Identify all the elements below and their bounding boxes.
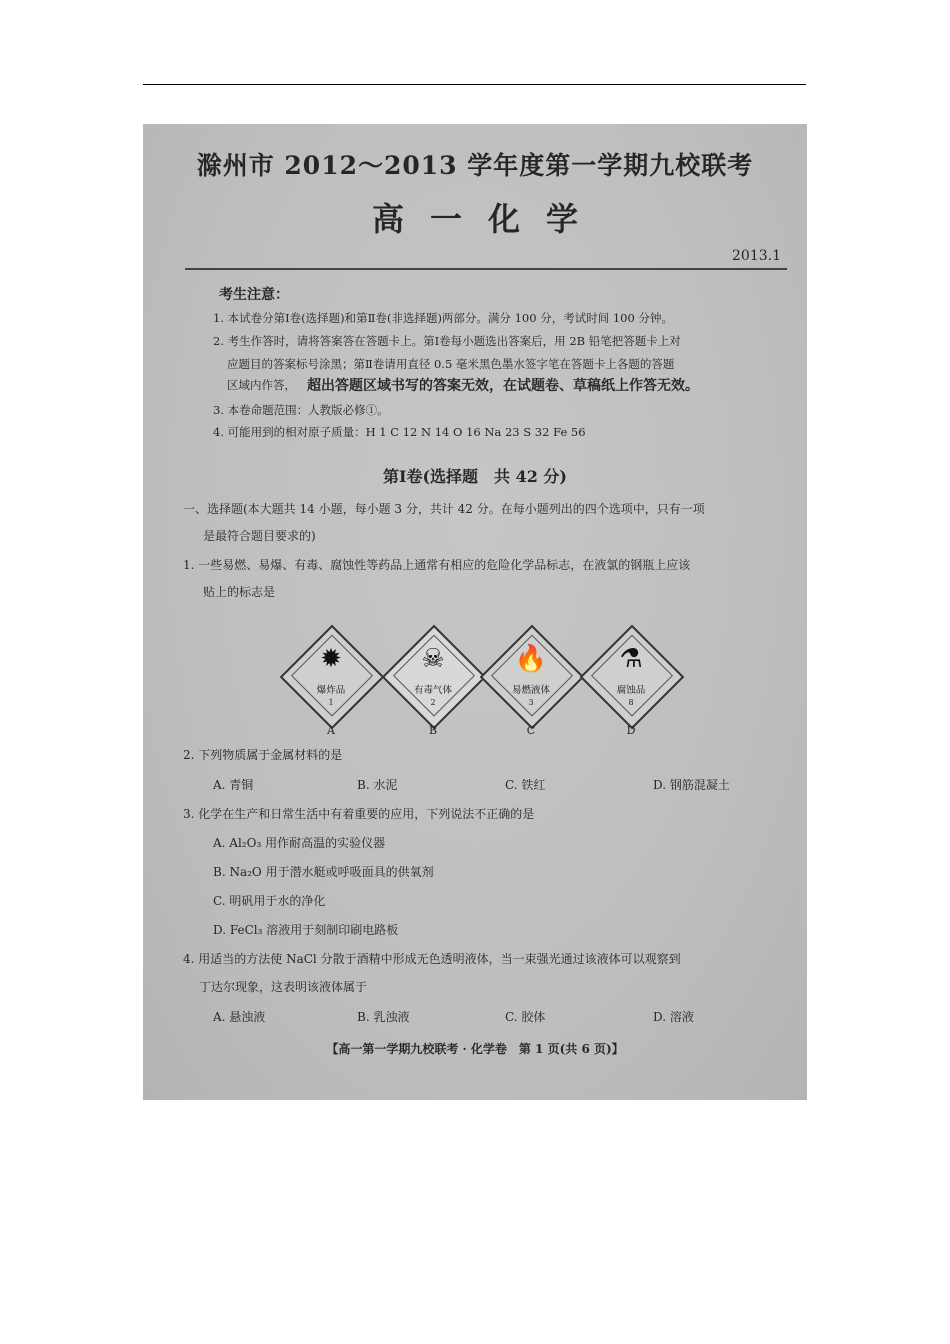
header-divider: [185, 268, 787, 270]
exam-photo: [143, 124, 807, 1100]
hazard-sign-corrosive: [579, 624, 683, 728]
hazard-sign-label: 易燃液体: [511, 685, 550, 696]
option-letter-a: A: [327, 724, 335, 737]
q2-stem: 2. 下列物质属于金属材料的是: [183, 748, 343, 762]
hazard-sign-flammable-liquid: [479, 624, 583, 728]
q3-option-c: C. 明矾用于水的净化: [213, 894, 326, 908]
exam-date: 2013.1: [732, 248, 781, 264]
q4-option-b: B. 乳浊液: [357, 1010, 410, 1024]
q2-option-a: A. 青铜: [213, 778, 254, 792]
page-footer: 【高一第一学期九校联考 · 化学卷 第 1 页(共 6 页)】: [326, 1042, 624, 1056]
q3-option-b: B. Na₂O 用于潜水艇或呼吸面具的供氧剂: [213, 865, 434, 879]
corrosive-icon: ⚗: [619, 644, 643, 674]
skull-icon: ☠: [421, 644, 445, 674]
option-letter-c: C: [526, 724, 536, 737]
q4-stem-1: 4. 用适当的方法使 NaCl 分散于酒精中形成无色透明液体，当一束强光通过该液体可以观察到: [183, 952, 681, 966]
notice-line-5: 3. 本卷命题范围：人教版必修①。: [213, 403, 389, 417]
notice-line-6: 4. 可能用到的相对原子质量：H 1 C 12 N 14 O 16 Na 23 S 32 Fe 56: [213, 425, 586, 439]
notice-bold-phrase: 超出答题区域书写的答案无效，在试题卷、草稿纸上作答无效。: [307, 378, 699, 394]
hazard-sign-number: 8: [628, 698, 634, 707]
hazard-sign-label: 有毒气体: [413, 685, 452, 696]
flame-icon: 🔥: [514, 644, 548, 674]
hazard-sign-label: 腐蚀品: [616, 685, 646, 696]
section-heading: 第Ⅰ卷(选择题 共 42 分): [382, 467, 568, 486]
q3-option-d: D. FeCl₃ 溶液用于刻制印刷电路板: [213, 923, 399, 937]
section-instructions-2: 是最符合题目要求的): [203, 529, 316, 543]
hazard-sign-number: 3: [528, 698, 534, 707]
q3-option-a: A. Al₂O₃ 用作耐高温的实验仪器: [213, 836, 386, 850]
notice-heading: 考生注意：: [219, 287, 289, 303]
q3-stem: 3. 化学在生产和日常生活中有着重要的应用，下列说法不正确的是: [183, 807, 535, 821]
q2-option-c: C. 铁红: [505, 778, 546, 792]
explosive-icon: ✹: [320, 644, 342, 674]
hazard-sign-explosive: [279, 624, 383, 728]
q1-stem-1: 1. 一些易燃、易爆、有毒、腐蚀性等药品上通常有相应的危险化学品标志，在液氯的钢瓶上应该: [183, 558, 691, 572]
q2-option-b: B. 水泥: [357, 778, 398, 792]
option-letter-d: D: [626, 724, 636, 737]
top-rule: [143, 84, 806, 85]
q4-option-d: D. 溶液: [653, 1010, 694, 1024]
hazard-sign-number: 1: [328, 698, 334, 707]
hazard-sign-toxic-gas: [381, 624, 485, 728]
notice-line-2: 2. 考生作答时，请将答案答在答题卡上。第Ⅰ卷每小题选出答案后，用 2B 铅笔把答题卡上对: [213, 334, 681, 348]
q4-option-a: A. 悬浊液: [213, 1010, 266, 1024]
q2-option-d: D. 钢筋混凝土: [653, 778, 730, 792]
hazard-sign-label: 爆炸品: [316, 685, 346, 696]
q4-stem-2: 丁达尔现象，这表明该液体属于: [199, 980, 368, 994]
section-instructions-1: 一、选择题(本大题共 14 小题，每小题 3 分，共计 42 分。在每小题列出的四个选项中，只有一项: [183, 502, 705, 516]
option-letter-b: B: [428, 724, 438, 737]
exam-title: 滁州市 2012～2013 学年度第一学期九校联考: [196, 151, 754, 180]
hazard-sign-number: 2: [430, 698, 436, 707]
notice-line-1: 1. 本试卷分第Ⅰ卷(选择题)和第Ⅱ卷(非选择题)两部分。满分 100 分，考试时间 100 分钟。: [213, 311, 673, 325]
exam-subject: 高一化学: [371, 200, 604, 238]
notice-line-4: 区域内作答，: [227, 378, 296, 392]
notice-line-3: 应题目的答案标号涂黑；第Ⅱ卷请用直径 0.5 毫米黑色墨水签字笔在答题卡上各题的答题: [227, 357, 675, 371]
q4-option-c: C. 胶体: [505, 1010, 546, 1024]
q1-stem-2: 贴上的标志是: [203, 585, 276, 599]
